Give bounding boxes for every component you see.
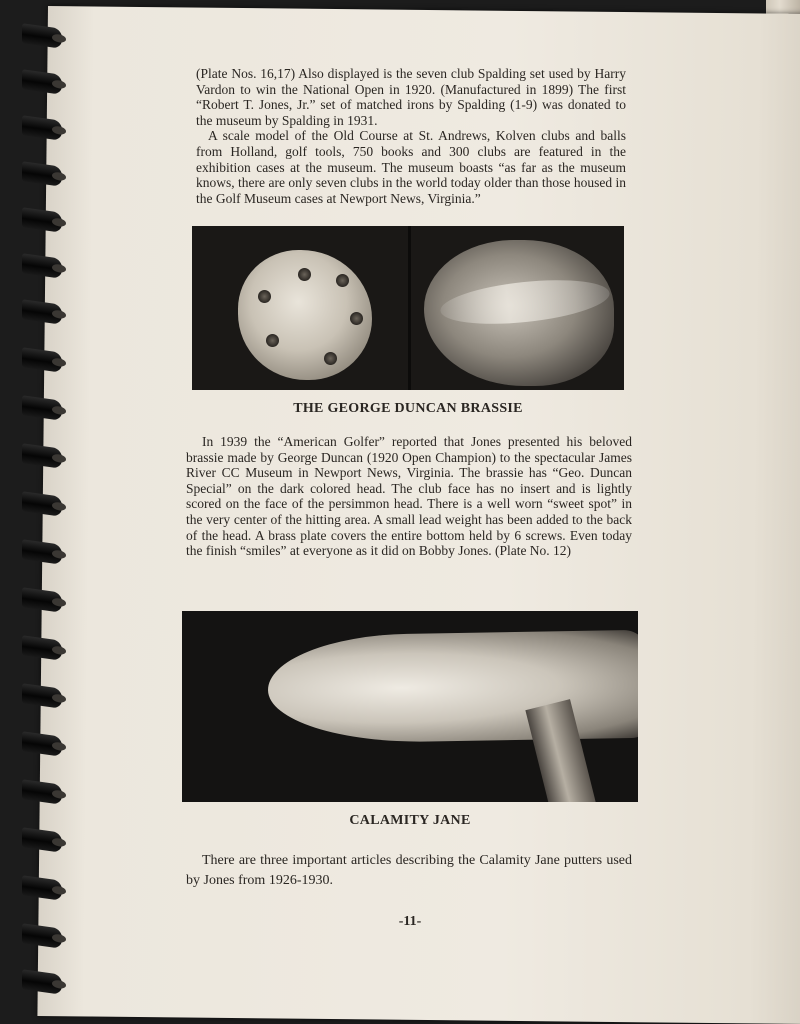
intro-paragraph-part-1: (Plate Nos. 16,17) Also displayed is the seven club Spalding set used by Harry Vardon to win the National Open in 1920. (Manufactured in 1899) The first “Robert T. Jones, Jr.” set of matched irons by Spalding (1-9) was donated to the museum by Spalding in 1931. <box>196 66 626 128</box>
calamity-jane-caption: CALAMITY JANE <box>349 813 471 828</box>
spiral-binding <box>0 0 70 1014</box>
brassie-paragraph <box>186 434 632 559</box>
brassie-photo <box>192 226 624 390</box>
intro-paragraph <box>196 66 626 206</box>
intro-paragraph-part-2: A scale model of the Old Course at St. Andrews, Kolven clubs and balls from Holland, golf tools, 750 books and 300 clubs are featured in the exhibition cases at the museum. The museum boasts “as far as the museum knows, there are only seven clubs in the world today older than those housed in the Golf Museum cases at Newport News, Virginia.” <box>196 128 626 206</box>
putter-blade <box>267 630 638 745</box>
page-number: -11- <box>398 914 422 929</box>
calamity-jane-paragraph <box>186 851 632 891</box>
brassie-paragraph-text: In 1939 the “American Golfer” reported that Jones presented his beloved brassie made by George Duncan (1920 Open Champion) to the spectacular James River CC Museum in Newport News, Virginia. The brassie has “Geo. Duncan Special” on the dark colored head. The club face has no insert and is lightly scored on the face of the persimmon head. There is a well worn “sweet spot” in the very center of the hitting area. A small lead weight has been added to the back of the head. A brass plate covers the entire bottom held by 6 screws. Even today the finish “smiles” at everyone as it did on Bobby Jones. (Plate No. 12) <box>186 434 632 559</box>
calamity-jane-photo <box>182 611 638 802</box>
brassie-caption: THE GEORGE DUNCAN BRASSIE <box>293 401 523 416</box>
calamity-jane-paragraph-text: There are three important articles describing the Calamity Jane putters used by Jones from 1926-1930. <box>186 853 632 888</box>
brass-sole-plate <box>238 250 372 380</box>
